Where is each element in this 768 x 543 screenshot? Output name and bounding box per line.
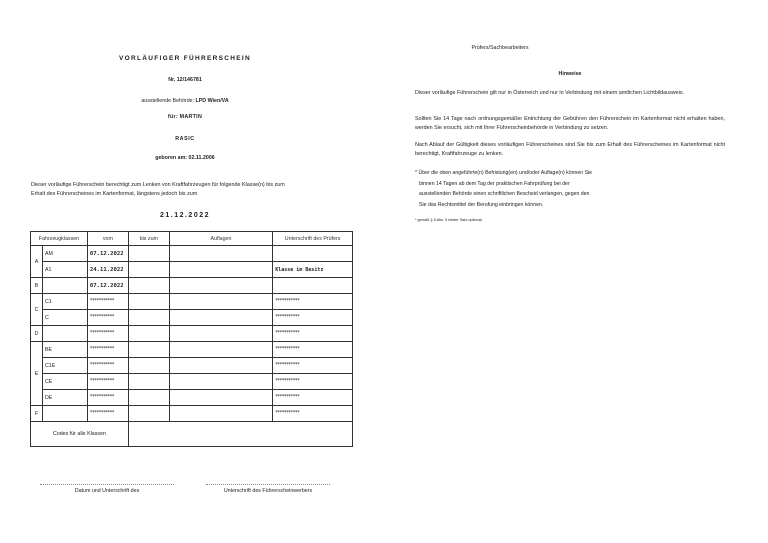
- from-date: 07.12.2022: [87, 278, 128, 294]
- conditions-cell: [169, 374, 273, 390]
- appeal-note-line-2: binnen 14 Tagen ab dem Tag der praktischen Fahrprüfung bei der: [419, 180, 570, 187]
- until-cell: [128, 342, 169, 358]
- class-group-a: A: [31, 246, 43, 278]
- subclass-label: C: [42, 310, 87, 326]
- until-cell: [128, 294, 169, 310]
- permission-line-1: Dieser vorläufige Führerschein berechtigt zum Lenken von Kraftfahrzeugen für folgende Klasse(n) bis zum: [31, 182, 285, 188]
- table-row: [31, 326, 353, 342]
- conditions-cell: [169, 246, 273, 262]
- class-group-f: F: [31, 406, 43, 422]
- from-date: ***********: [87, 374, 128, 390]
- table-row: [31, 262, 353, 278]
- appeal-note-line-3: ausstellenden Behörde einen schriftlichen Bescheid verlangen, gegen den: [419, 191, 590, 197]
- header-classes: Fahrzeugklassen: [31, 232, 88, 246]
- class-group-e: E: [31, 342, 43, 406]
- signature-cell: ***********: [273, 358, 353, 374]
- signature-cell: ***********: [273, 294, 353, 310]
- birth-date: geboren am: 02.11.2006: [155, 155, 215, 161]
- signature-cell: ***********: [273, 342, 353, 358]
- permission-text: [31, 181, 361, 198]
- notes-paragraph-1: Dieser vorläufige Führerschein gilt nur in Österreich und nur in Verbindung mit einem amtlichen Lichtbildausweis.: [415, 90, 685, 96]
- subclass-label: [42, 406, 87, 422]
- subclass-label: A1: [42, 262, 87, 278]
- from-date: ***********: [87, 294, 128, 310]
- table-row: [31, 278, 353, 294]
- table-row: [31, 406, 353, 422]
- class-group-b: B: [31, 278, 43, 294]
- from-date: ***********: [87, 406, 128, 422]
- conditions-cell: [169, 278, 273, 294]
- until-cell: [128, 262, 169, 278]
- until-cell: [128, 406, 169, 422]
- notes-paragraph-2: Sollten Sie 14 Tage nach ordnungsgemäßer Entrichtung der Gebühren den Führerschein im Kartenformat nicht erhalten haben, werden Sie ersucht, sich mit Ihrer Führerscheinbehörde in Verbindung zu setzen.: [415, 116, 725, 131]
- signature-cell: ***********: [273, 326, 353, 342]
- table-header-row: [31, 232, 353, 246]
- signature-line-right: [206, 484, 330, 485]
- issuing-authority: [90, 98, 280, 104]
- until-cell: [128, 358, 169, 374]
- signature-caption-left: Datum und Unterschrift des: [74, 488, 140, 494]
- subclass-label: C1E: [42, 358, 87, 374]
- class-group-c: C: [31, 294, 43, 326]
- subclass-label: [42, 326, 87, 342]
- header-from: vom: [87, 232, 128, 246]
- subclass-label: DE: [42, 390, 87, 406]
- notes-paragraph-3: Nach Ablauf der Gültigkeit dieses vorläufigen Führerscheines sind Sie bis zum Erhalt des Führerscheines im Kartenformat nicht berechtigt, Kraftfahrzeuge zu lenken.: [415, 142, 725, 157]
- until-cell: [128, 374, 169, 390]
- table-row: [31, 246, 353, 262]
- header-until: bis zum: [128, 232, 169, 246]
- subclass-label: CE: [42, 374, 87, 390]
- appeal-note-line-1: * Über die oben angeführte(n) Befristung(en) und/oder Auflage(n) können Sie: [415, 170, 593, 176]
- table-row: [31, 390, 353, 406]
- table-row: [31, 294, 353, 310]
- until-cell: [128, 326, 169, 342]
- class-group-d: D: [31, 326, 43, 342]
- document-number: Nr. 12/146781: [168, 77, 202, 83]
- examiner-caption: Prüfers/Sachbearbeiters: [471, 45, 529, 51]
- signature-cell: ***********: [273, 310, 353, 326]
- subclass-label: [42, 278, 87, 294]
- header-conditions: Auflagen: [169, 232, 273, 246]
- from-date: ***********: [87, 358, 128, 374]
- appeal-note-line-4: Sie das Rechtsmittel der Berufung einbringen können.: [419, 201, 544, 208]
- codes-row: [31, 422, 353, 447]
- conditions-cell: [169, 390, 273, 406]
- document-title: VORLÄUFIGER FÜHRERSCHEIN: [119, 55, 251, 62]
- signature-cell: [273, 278, 353, 294]
- signature-caption-right: Unterschrift des Führerscheinwerbers: [223, 488, 313, 494]
- codes-cell: [128, 422, 352, 447]
- signature-cell: ***********: [273, 406, 353, 422]
- codes-label: Codes für alle Klassen: [31, 422, 129, 447]
- conditions-cell: [169, 294, 273, 310]
- until-cell: [128, 278, 169, 294]
- subclass-label: BE: [42, 342, 87, 358]
- last-name: RASIC: [175, 136, 195, 142]
- authority-value: LPD Wien/VA: [195, 98, 229, 104]
- from-date: ***********: [87, 326, 128, 342]
- signature-cell: Klasse im Besitz: [273, 262, 353, 278]
- signature-line-left: [40, 484, 174, 485]
- until-cell: [128, 310, 169, 326]
- conditions-cell: [169, 326, 273, 342]
- subclass-label: AM: [42, 246, 87, 262]
- until-cell: [128, 246, 169, 262]
- table-row: [31, 374, 353, 390]
- notes-heading: Hinweise: [558, 71, 582, 77]
- permission-line-2: Erhalt des Führerscheines im Kartenformat, längstens jedoch bis zum: [31, 190, 198, 197]
- from-date: ***********: [87, 390, 128, 406]
- until-cell: [128, 390, 169, 406]
- license-classes-table: [30, 231, 353, 447]
- from-date: ***********: [87, 310, 128, 326]
- first-name: für: MARTIN: [167, 114, 203, 120]
- table-row: [31, 342, 353, 358]
- header-examiner-signature: Unterschrift des Prüfers: [273, 232, 353, 246]
- appeal-note: [415, 168, 725, 210]
- table-row: [31, 358, 353, 374]
- conditions-cell: [169, 406, 273, 422]
- from-date: 07.12.2022: [87, 246, 128, 262]
- conditions-cell: [169, 310, 273, 326]
- footnote: * gemäß § 5 Abs. 5 letzter Satz optional: [415, 218, 482, 222]
- conditions-cell: [169, 342, 273, 358]
- signature-cell: ***********: [273, 374, 353, 390]
- conditions-cell: [169, 358, 273, 374]
- table-row: [31, 310, 353, 326]
- signature-cell: [273, 246, 353, 262]
- signature-cell: ***********: [273, 390, 353, 406]
- from-date: 24.11.2022: [87, 262, 128, 278]
- conditions-cell: [169, 262, 273, 278]
- valid-until-date: 21.12.2022: [159, 212, 211, 219]
- authority-label: ausstellende Behörde:: [141, 98, 196, 104]
- subclass-label: C1: [42, 294, 87, 310]
- from-date: ***********: [87, 342, 128, 358]
